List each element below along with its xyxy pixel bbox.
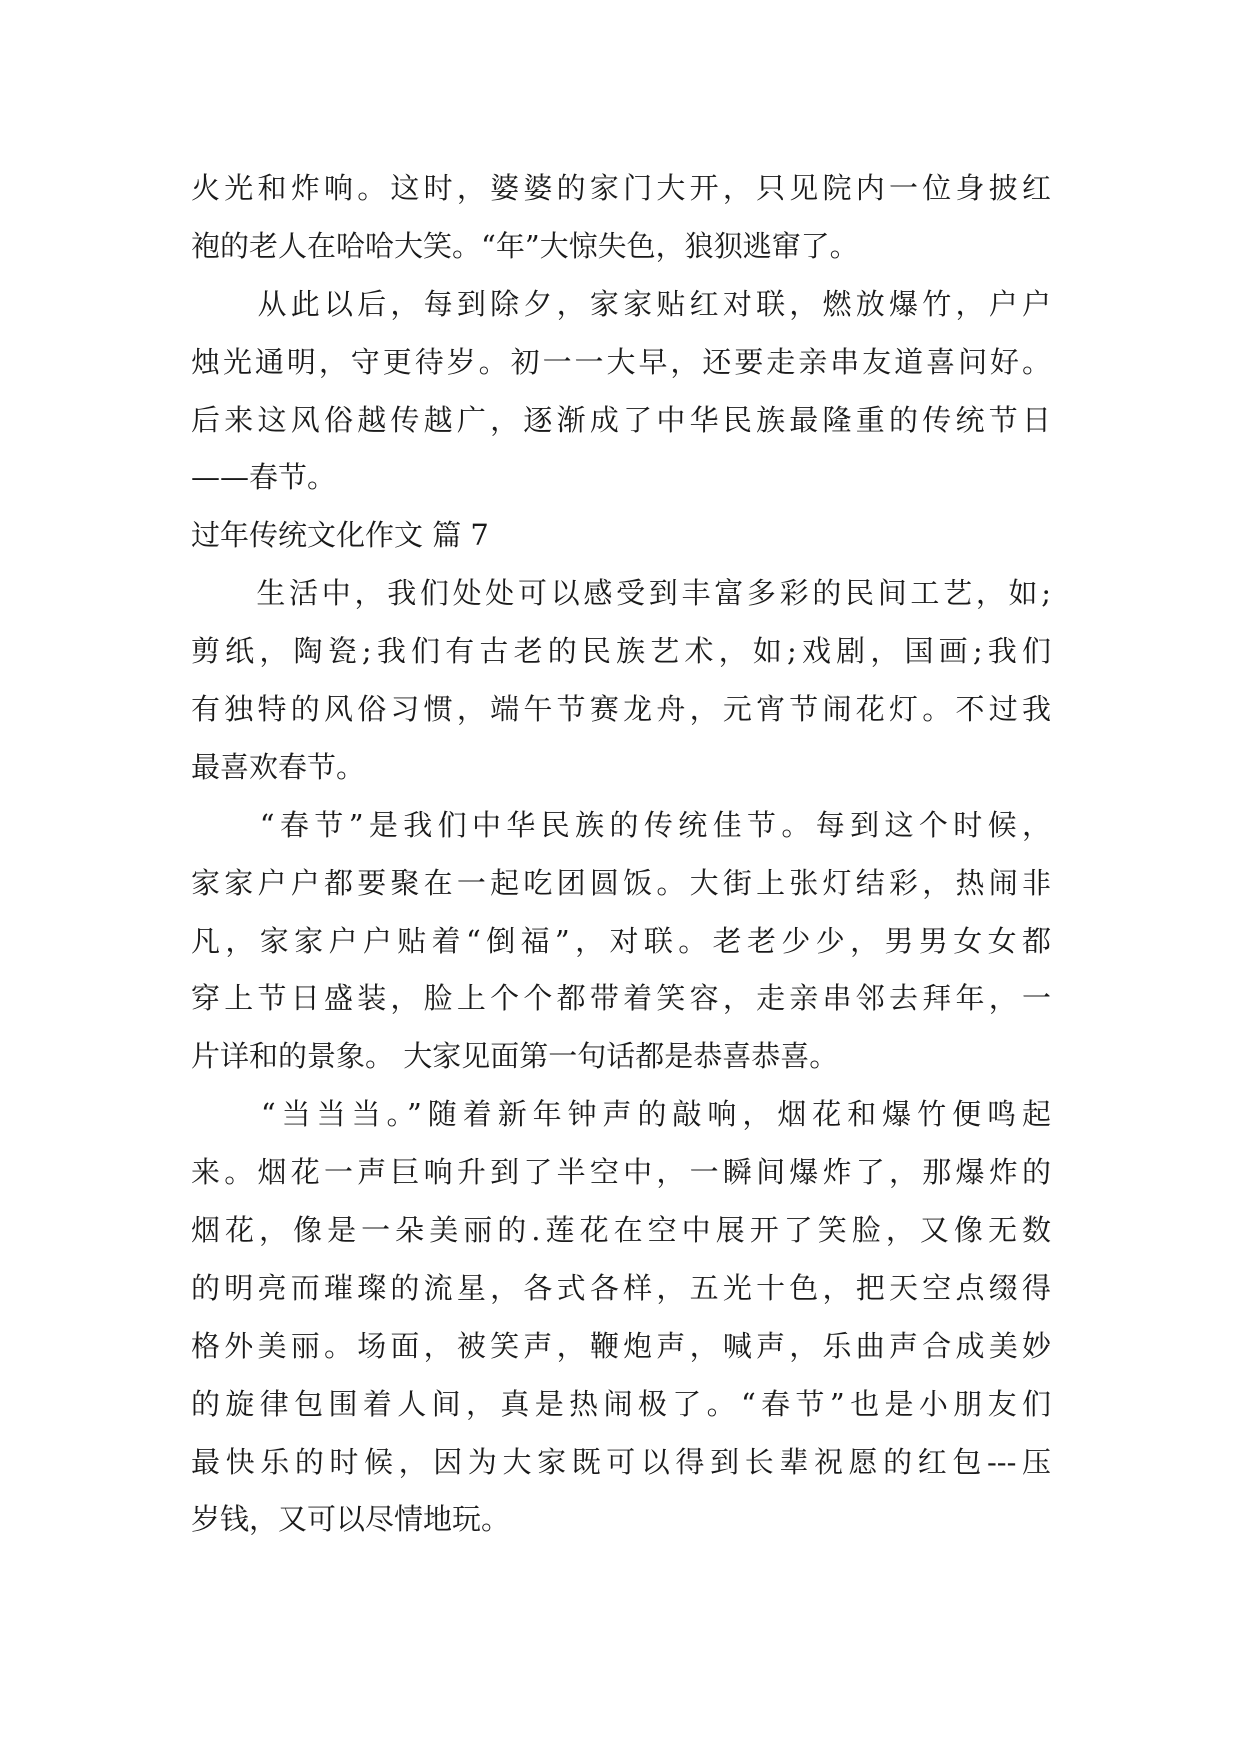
paragraph-line: “春节”是我们中华民族的传统佳节。每到这个时候， — [191, 807, 1051, 842]
paragraph-line: 火光和炸响。这时，婆婆的家门大开，只见院内一位身披红 — [191, 171, 1051, 205]
paragraph-line: 凡，家家户户贴着“倒福”，对联。老老少少，男男女女都 — [191, 923, 1051, 958]
paragraph-line: 剪纸，陶瓷;我们有古老的民族艺术，如;戏剧，国画;我们 — [191, 634, 1051, 669]
paragraph-line: 有独特的风俗习惯，端午节赛龙舟，元宵节闹花灯。不过我 — [191, 692, 1051, 727]
paragraph-line: 家家户户都要聚在一起吃团圆饭。大街上张灯结彩，热闹非 — [191, 865, 1051, 900]
paragraph-line: 生活中，我们处处可以感受到丰富多彩的民间工艺，如; — [191, 576, 1051, 611]
paragraph-line: 的旋律包围着人间，真是热闹极了。“春节”也是小朋友们 — [191, 1386, 1051, 1421]
paragraph-line: “当当当。”随着新年钟声的敲响，烟花和爆竹便鸣起 — [191, 1097, 1051, 1132]
paragraph-line: 袍的老人在哈哈大笑。“年”大惊失色，狼狈逃窜了。 — [191, 228, 859, 263]
essay-body — [191, 160, 1051, 1549]
paragraph-line: 最喜欢春节。 — [191, 749, 366, 784]
paragraph-line: 的明亮而璀璨的流星，各式各样，五光十色，把天空点缀得 — [191, 1270, 1051, 1305]
paragraph-line: 最快乐的时候，因为大家既可以得到长辈祝愿的红包---压 — [191, 1444, 1051, 1479]
paragraph-line: ——春节。 — [191, 460, 337, 495]
paragraph-line: 格外美丽。场面，被笑声，鞭炮声，喊声，乐曲声合成美妙 — [191, 1328, 1051, 1363]
paragraph-line: 烛光通明，守更待岁。初一一大早，还要走亲串友道喜问好。 — [191, 344, 1051, 379]
section-heading: 过年传统文化作文 篇 7 — [191, 518, 489, 553]
paragraph-line: 后来这风俗越传越广，逐渐成了中华民族最隆重的传统节日 — [191, 402, 1051, 437]
paragraph-line: 来。烟花一声巨响升到了半空中，一瞬间爆炸了，那爆炸的 — [191, 1155, 1051, 1190]
paragraph-line: 穿上节日盛装，脸上个个都带着笑容，走亲串邻去拜年，一 — [191, 981, 1051, 1016]
paragraph-line: 岁钱，又可以尽情地玩。 — [191, 1502, 511, 1537]
paragraph-line: 片详和的景象。 大家见面第一句话都是恭喜恭喜。 — [191, 1039, 839, 1074]
paragraph-line: 从此以后，每到除夕，家家贴红对联，燃放爆竹，户户 — [191, 286, 1051, 321]
paragraph-line: 烟花，像是一朵美丽的.莲花在空中展开了笑脸，又像无数 — [191, 1213, 1051, 1248]
